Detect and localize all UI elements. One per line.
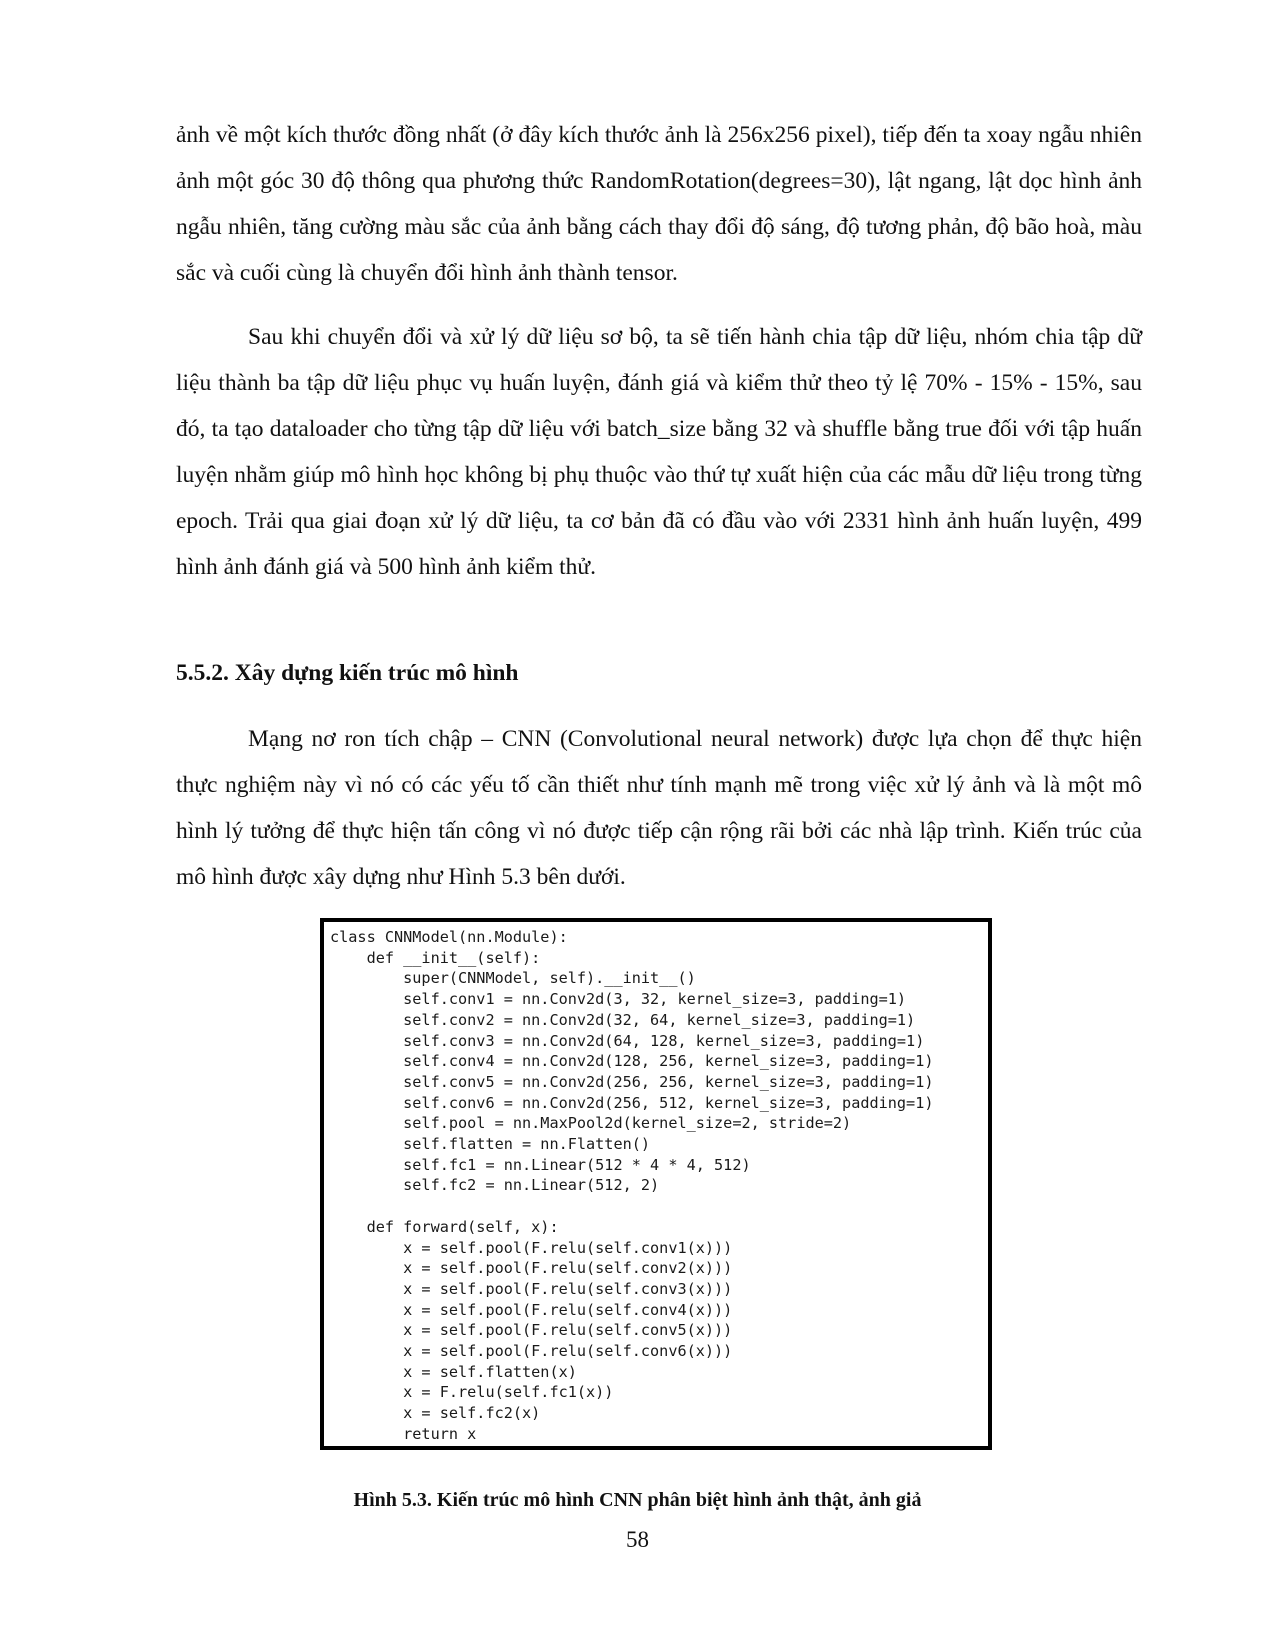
code-line: self.conv4 = nn.Conv2d(128, 256, kernel_size=3, padding=1) <box>330 1052 934 1071</box>
code-line: x = self.pool(F.relu(self.conv1(x))) <box>330 1238 733 1257</box>
code-line: class CNNModel(nn.Module): <box>330 928 568 946</box>
code-line: x = self.pool(F.relu(self.conv6(x))) <box>330 1342 733 1361</box>
body-paragraph-2: Sau khi chuyển đổi và xử lý dữ liệu sơ bộ, ta sẽ tiến hành chia tập dữ liệu, nhóm chia tập dữ liệu thành ba tập dữ liệu phục vụ huấn luyện, đánh giá và kiểm thử theo tỷ lệ 70% - 15% - 15%, sau đó, ta tạo dataloader cho từng tập dữ liệu với batch_size bằng 32 và shuffle bằng true đối với tập huấn luyện nhằm giúp mô hình học không bị phụ thuộc vào thứ tự xuất hiện của các mẫu dữ liệu trong từng epoch. Trải qua giai đoạn xử lý dữ liệu, ta cơ bản đã có đầu vào với 2331 hình ảnh huấn luyện, 499 hình ảnh đánh giá và 500 hình ảnh kiểm thử. <box>176 324 1142 580</box>
code-line: return x <box>330 1424 477 1443</box>
code-line: self.conv3 = nn.Conv2d(64, 128, kernel_size=3, padding=1) <box>330 1031 925 1050</box>
code-figure <box>320 918 992 1450</box>
body-paragraph-1: ảnh về một kích thước đồng nhất (ở đây kích thước ảnh là 256x256 pixel), tiếp đến ta xoay ngẫu nhiên ảnh một góc 30 độ thông qua phương thức RandomRotation(degrees=30), lật ngang, lật dọc hình ảnh ngẫu nhiên, tăng cường màu sắc của ảnh bằng cách thay đổi độ sáng, độ tương phản, độ bão hoà, màu sắc và cuối cùng là chuyển đổi hình ảnh thành tensor. <box>176 122 1142 286</box>
code-line: super(CNNModel, self).__init__() <box>330 969 696 988</box>
code-line: self.conv2 = nn.Conv2d(32, 64, kernel_size=3, padding=1) <box>330 1010 916 1029</box>
code-line: x = self.fc2(x) <box>330 1404 541 1423</box>
code-line: self.fc2 = nn.Linear(512, 2) <box>330 1176 660 1195</box>
section-heading: 5.5.2. Xây dựng kiến trúc mô hình <box>176 660 519 686</box>
code-block <box>330 927 988 1445</box>
code-line: x = self.pool(F.relu(self.conv3(x))) <box>330 1279 733 1298</box>
page-number: 58 <box>626 1527 649 1552</box>
code-line: x = self.pool(F.relu(self.conv4(x))) <box>330 1300 733 1319</box>
code-line: self.conv6 = nn.Conv2d(256, 512, kernel_size=3, padding=1) <box>330 1093 934 1112</box>
code-line: x = self.pool(F.relu(self.conv5(x))) <box>330 1321 733 1340</box>
code-line: x = F.relu(self.fc1(x)) <box>330 1383 614 1402</box>
code-line: x = self.flatten(x) <box>330 1362 577 1381</box>
code-line: x = self.pool(F.relu(self.conv2(x))) <box>330 1259 733 1278</box>
code-line: def forward(self, x): <box>330 1217 559 1236</box>
code-line: self.conv1 = nn.Conv2d(3, 32, kernel_size=3, padding=1) <box>330 990 907 1009</box>
code-line: self.fc1 = nn.Linear(512 * 4 * 4, 512) <box>330 1155 751 1174</box>
figure-caption: Hình 5.3. Kiến trúc mô hình CNN phân biệt hình ảnh thật, ảnh giả <box>353 1489 922 1511</box>
code-line: def __init__(self): <box>330 948 541 967</box>
code-line: self.pool = nn.MaxPool2d(kernel_size=2, stride=2) <box>330 1114 852 1133</box>
code-line: self.conv5 = nn.Conv2d(256, 256, kernel_size=3, padding=1) <box>330 1072 934 1091</box>
body-paragraph-3: Mạng nơ ron tích chập – CNN (Convolutional neural network) được lựa chọn để thực hiện thực nghiệm này vì nó có các yếu tố cần thiết như tính mạnh mẽ trong việc xử lý ảnh và là một mô hình lý tưởng để thực hiện tấn công vì nó được tiếp cận rộng rãi bởi các nhà lập trình. Kiến trúc của mô hình được xây dựng như Hình 5.3 bên dưới. <box>176 726 1142 890</box>
code-line: self.flatten = nn.Flatten() <box>330 1135 651 1154</box>
